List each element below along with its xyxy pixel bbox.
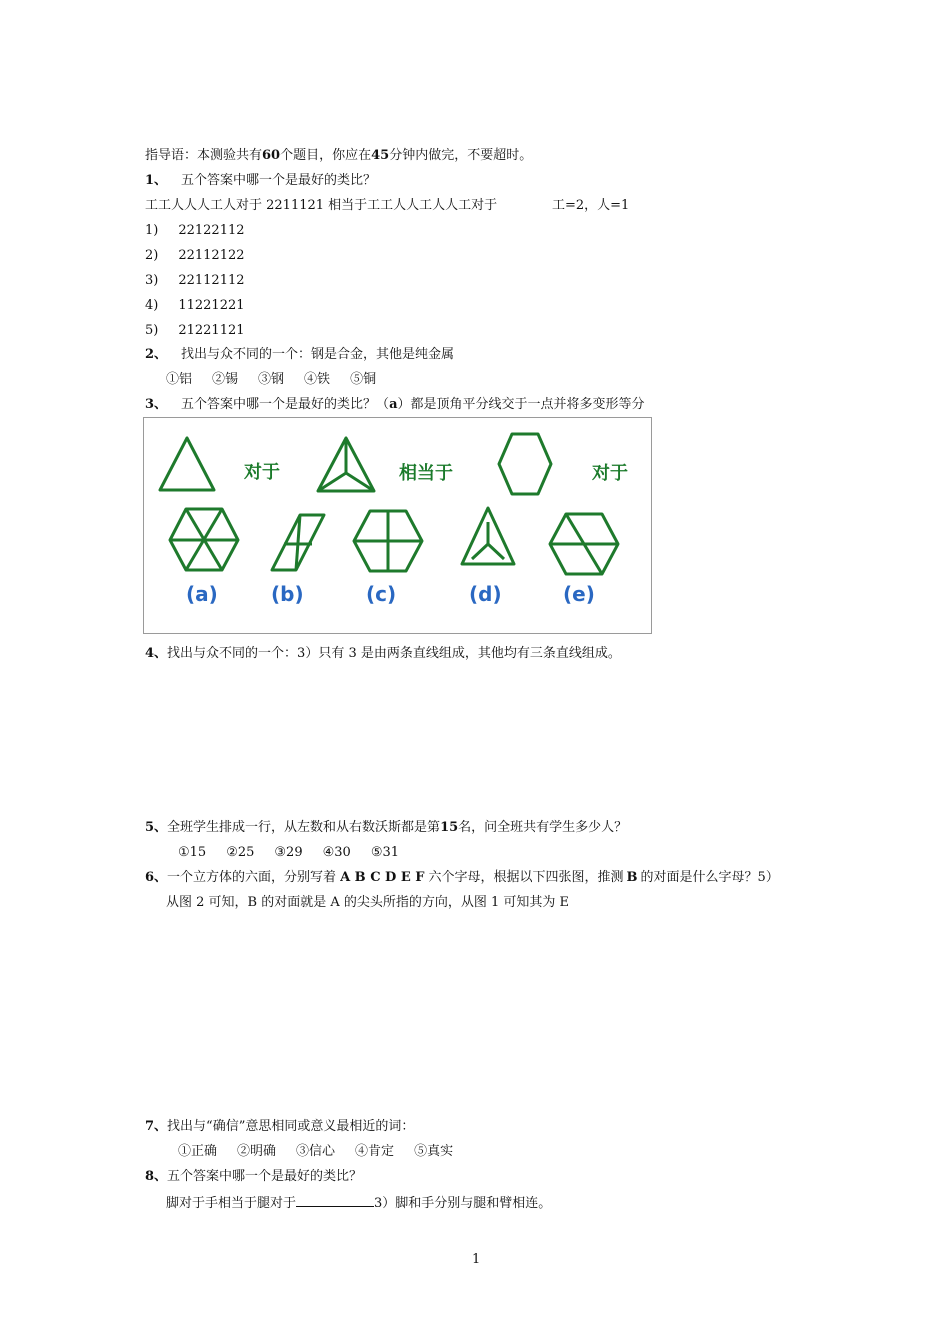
q8-text: 五个答案中哪一个是最好的类比？	[167, 1169, 363, 1184]
q1-option	[145, 273, 245, 289]
q3-answer: a	[389, 397, 398, 412]
q1-hint-text: 工=2，人=1	[552, 198, 630, 213]
q8-answer-blank[interactable]	[296, 1194, 374, 1207]
option-label-e: (e)	[563, 582, 595, 606]
q8-answer-text: 3）脚和手分别与腿和臂相连。	[374, 1196, 552, 1211]
q8-stem	[166, 1194, 551, 1212]
instr-num-45: 45	[371, 148, 390, 163]
q3-text-2: ）都是顶角平分线交于一点并将多变形等分	[397, 397, 645, 412]
q5-heading	[145, 820, 627, 836]
q1-heading	[145, 173, 376, 189]
page-number: 1	[472, 1252, 481, 1267]
q3-figure	[143, 417, 652, 634]
q3-heading	[145, 397, 645, 413]
q8-heading	[145, 1169, 362, 1185]
q5-number: 5、	[145, 820, 168, 835]
q6-text-2: 六个字母，根据以下四张图，推测	[428, 870, 624, 885]
q1-option	[145, 248, 245, 264]
q1-option-val: 22112122	[178, 248, 245, 263]
q1-option-val: 22112112	[178, 273, 245, 288]
q1-option-val: 22122112	[178, 223, 245, 238]
instr-text-3: 分钟内做完，不要超时。	[389, 148, 533, 163]
q1-option	[145, 323, 245, 339]
q1-option-num: 5)	[145, 323, 159, 338]
figure-word-duiyu-1: 对于	[244, 462, 280, 483]
option-c-shape	[354, 511, 422, 571]
q5-option: ①15	[178, 845, 207, 860]
q1-text: 五个答案中哪一个是最好的类比？	[181, 173, 377, 188]
q1-hint	[552, 198, 629, 214]
q7-option: ⑤真实	[414, 1144, 454, 1159]
q6-explanation-text: 从图 2 可知，B 的对面就是 A 的尖头所指的方向，从图 1 可知其为 E	[166, 895, 570, 910]
q2-number: 2、	[145, 347, 168, 362]
q1-option	[145, 298, 245, 314]
q2-options	[166, 372, 376, 388]
q6-explanation	[166, 895, 569, 911]
q1-option-num: 1)	[145, 223, 159, 238]
q8-number: 8、	[145, 1169, 168, 1184]
q7-option: ①正确	[178, 1144, 218, 1159]
q5-option: ②25	[226, 845, 255, 860]
q1-option-val: 11221221	[178, 298, 245, 313]
option-e-shape	[550, 514, 618, 574]
q8-stem-text: 脚对于手相当于腿对于	[166, 1196, 297, 1211]
q6-heading	[145, 870, 779, 886]
q1-option-num: 3)	[145, 273, 159, 288]
q4-heading	[145, 646, 621, 662]
q4-text: 找出与众不同的一个：3）只有 3 是由两条直线组成，其他均有三条直线组成。	[167, 646, 621, 661]
q2-option: ④铁	[304, 372, 331, 387]
q6-letter-b: B	[626, 870, 638, 885]
q4-number: 4、	[145, 646, 168, 661]
instr-num-60: 60	[262, 148, 281, 163]
q7-text: 找出与“确信”意思相同或意义最相近的词：	[167, 1119, 415, 1134]
figure-word-duiyu-2: 对于	[592, 463, 628, 484]
option-label-c: (c)	[366, 582, 397, 606]
q2-option: ②锡	[212, 372, 239, 387]
q1-number: 1、	[145, 173, 168, 188]
q1-option	[145, 223, 245, 239]
q2-option: ③钢	[258, 372, 285, 387]
option-b-shape	[272, 515, 324, 570]
instructions	[145, 148, 532, 164]
q3-number: 3、	[145, 397, 168, 412]
q5-text-1: 全班学生排成一行，从左数和从右数沃斯都是第	[167, 820, 441, 835]
q2-option: ⑤铜	[350, 372, 377, 387]
option-label-b: (b)	[271, 582, 304, 606]
q2-text: 找出与众不同的一个：钢是合金，其他是纯金属	[181, 347, 455, 362]
q3-text: 五个答案中哪一个是最好的类比？（	[181, 397, 390, 412]
q7-options	[178, 1144, 453, 1160]
hexagon-shape	[499, 434, 551, 494]
triangle-shape	[160, 438, 214, 490]
q1-stem	[145, 198, 497, 214]
q2-heading	[145, 347, 454, 363]
q5-options	[178, 845, 399, 861]
option-label-a: (a)	[186, 582, 218, 606]
q1-option-num: 2)	[145, 248, 159, 263]
q5-num-15: 15	[440, 820, 459, 835]
q7-option: ②明确	[237, 1144, 277, 1159]
q5-option: ⑤31	[370, 845, 400, 860]
instr-text-1: 指导语：本测验共有	[145, 148, 263, 163]
q7-option: ④肯定	[355, 1144, 395, 1159]
q1-stem-text: 工工人人人工人对于 2211121 相当于工工人人工人人工对于	[145, 198, 498, 213]
q2-option: ①铝	[166, 372, 193, 387]
q6-letters: A B C D E F	[340, 870, 425, 885]
q7-option: ③信心	[296, 1144, 336, 1159]
q1-option-num: 4)	[145, 298, 159, 313]
triangle-bisected-shape	[318, 438, 374, 491]
option-d-shape	[462, 508, 514, 564]
q1-option-val: 21221121	[178, 323, 245, 338]
q5-option: ④30	[322, 845, 351, 860]
q6-number: 6、	[145, 870, 168, 885]
option-label-d: (d)	[469, 582, 502, 606]
q7-heading	[145, 1119, 414, 1135]
q6-text-3: 的对面是什么字母？5）	[640, 870, 779, 885]
q7-number: 7、	[145, 1119, 168, 1134]
instr-text-2: 个题目，你应在	[280, 148, 372, 163]
q5-option: ③29	[274, 845, 303, 860]
option-a-shape	[170, 509, 238, 570]
figure-word-xiangdangyu: 相当于	[399, 463, 453, 484]
q6-text-1: 一个立方体的六面，分别写着	[167, 870, 337, 885]
q5-text-2: 名，问全班共有学生多少人？	[458, 820, 628, 835]
